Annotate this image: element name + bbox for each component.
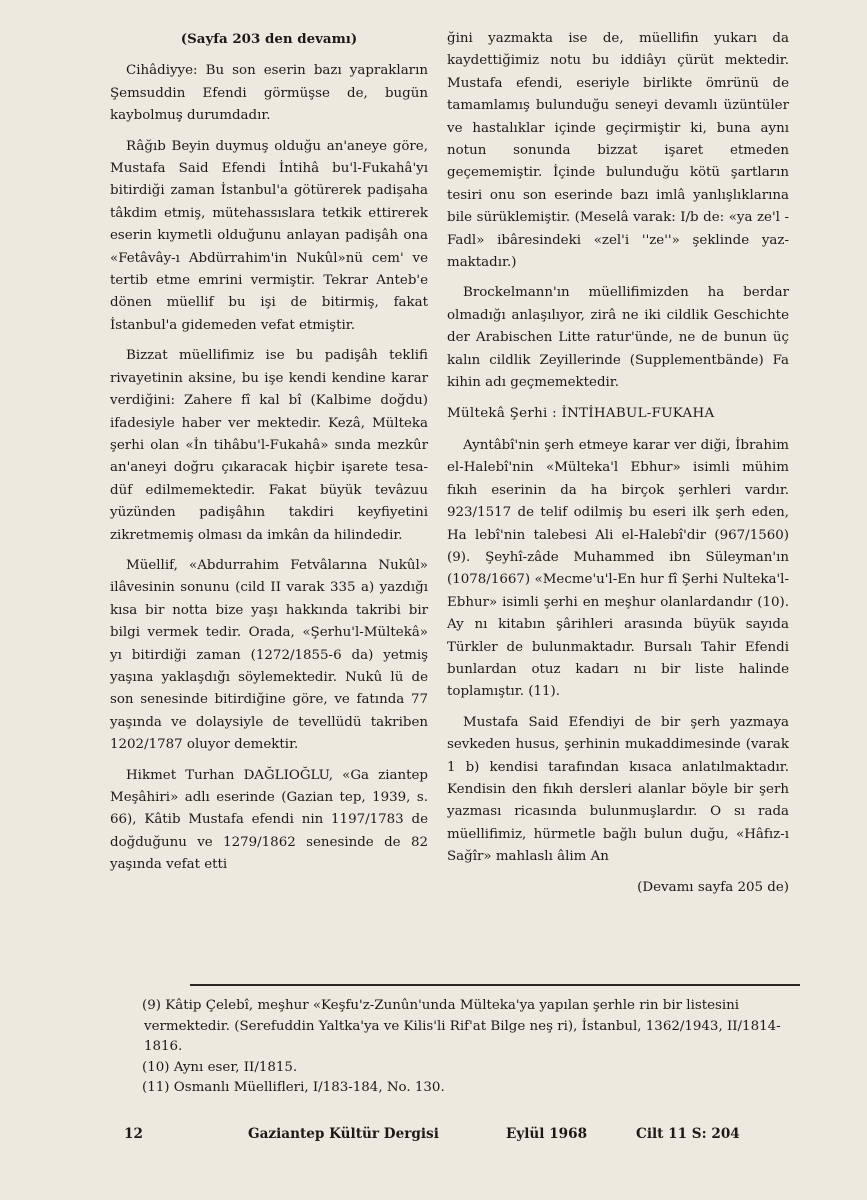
volume-info: Cilt 11 S: 204 — [636, 1126, 740, 1142]
left-column — [110, 28, 428, 885]
page-footer — [0, 1126, 867, 1148]
right-column — [447, 28, 789, 907]
journal-title: Gaziantep Kültür Dergisi — [248, 1126, 439, 1142]
footnotes — [110, 996, 800, 1099]
footnote-divider — [190, 984, 800, 986]
footnote-9: (9) Kâtip Çelebî, meşhur «Keşfu'z-Zunûn'unda Mülteka'ya yapılan şerhle rin bir listesini vermektedir. (Serefuddin Yaltka'ya ve Kilis'li Rif'at Bilge neş ri), İstanbul, 1362/1943, II/1814-1816. — [142, 998, 781, 1055]
paragraph-bizzat: Bizzat müellifimiz ise bu padişâh teklifi rivayetinin aksine, bu işe kendi kendine karar verdiğini: Zahere fî kal bî (Kalbime doğdu) ifadesiyle haber ver mektedir. Kezâ, Mülteka şerhi olan «İn tihâbu'l-Fukahâ» sında mezkûr an'aneyi doğru çıkaracak hiçbir işarete tesadüf edilmemektedir. Fakat büyük tevâzuu yüzünden padişâhın takdiri keyfiyetini zikretmemiş olması da imkân da hilindedir. — [110, 348, 428, 543]
page-number: 12 — [124, 1126, 143, 1142]
paragraph-hikmet: Hikmet Turhan DAĞLIOĞLU, «Ga ziantep Meşâhiri» adlı eserinde (Gazian tep, 1939, s. 66), Kâtib Mustafa efendi nin 1197/1783 de doğduğunu ve 1279/1862 senesinde de 82 yaşında vefat etti — [110, 767, 428, 873]
paragraph-muellif: Müellif, «Abdurrahim Fetvâlarına Nukûl» ilâvesinin sonunu (cild II varak 335 a) yazdığı kısa bir notta bize yaşı hakkında takribi bir bilgi vermek tedir. Orada, «Şerhu'l-Mültekâ» yı bitirdiği zaman (1272/1855-6 da) yetmiş yaşına yaklaşdığı söylemektedir. Nukû lü de son senesinde bitirdiğine göre, ve fatında 77 yaşında ve dolaysiyle de tevellüdü takriben 1202/1787 oluyor demektir. — [110, 557, 428, 753]
paragraph-ragib-bey: Râğıb Beyin duymuş olduğu an'aneye göre, Mustafa Said Efendi İntihâ bu'l-Fukahâ'yı bitirdiği zaman İstanbul'a götürerek padişaha tâkdim etmiş, mütehassıslara tetkik ettirerek eserin kıymetli olduğunu anlayan padişâh ona «Fetâvây-ı Abdürrahim'in Nukûl»nü cem' ve tertib etme emrini vermiştir. Tekrar Anteb'e dönen müellif bu işi de bitirmiş, fakat İstanbul'a gidemeden vefat etmiştir. — [110, 138, 428, 333]
issue-date: Eylül 1968 — [506, 1126, 588, 1142]
paragraph-cihadiyye: Cihâdiyye: Bu son eserin bazı yaprakların Şemsuddin Efendi görmüşse de, bugün kaybolmuş durumdadır. — [110, 63, 428, 124]
footnote-11: (11) Osmanlı Müellifleri, I/183-184, No. 130. — [142, 1080, 445, 1096]
paragraph-continuation: ğini yazmakta ise de, müellifin yukarı da kaydettiğimiz notu bu iddiâyı çürüt mektedir. Mustafa efendi, eseriyle birlikte ömrünü de tamamlamış bulunduğu seneyi devamlı üzüntüler ve hastalıklar içinde geçirmiştir ki, buna aynı notun sonunda bizzat işaret etmeden geçememiştir. İçinde bulunduğu kötü şartların tesiri onu son eserinde bazı imlâ yanlışlıklarına bile sürüklemiştir. (Meselâ varak: I/b de: «ya ze'l - Fadl» ibâresindeki «zel'i ''ze''» şeklinde yazmaktadır.) — [447, 31, 789, 271]
section-subheading: Mültekâ Şerhi : İNTİHABUL-FUKAHA — [447, 405, 715, 421]
footnote-10: (10) Aynı eser, II/1815. — [142, 1059, 298, 1075]
paragraph-ayntabi: Ayntâbî'nin şerh etmeye karar ver diği, İbrahim el-Halebî'nin «Mülteka'l Ebhur» isimli mühim fıkıh eserinin da ha birçok şerhleri vardır. 923/1517 de telif odilmiş bu eseri ilk şerh eden, Ha lebî'nin talebesi Ali el-Halebî'dir (967/1560) (9). Şeyhî-zâde Muhammed ibn Süleyman'ın (1078/1667) «Mecme'u'l-En hur fî Şerhi Nulteka'l-Ebhur» isimli şerhi en meşhur olanlardandır (10). Ay nı kitabın şârihleri arasında büyük sayıda Türkler de bulunmaktadır. Bursalı Tahir Efendi bunlardan otuz kadarı nı bir liste halinde toplamıştır. (11). — [447, 437, 789, 700]
continued-note: (Devamı sayfa 205 de) — [637, 879, 789, 895]
paragraph-mustafa-said: Mustafa Said Efendiyi de bir şerh yazmaya sevkeden husus, şerhinin mukaddimesinde (varak 1 b) kendisi tarafından kısaca anlatılmaktadır. Kendisin den fıkıh dersleri alanlar böyle bir şerh yazması ricasında bulunmuşlardır. O sı rada müellifimiz, hürmetle bağlı bulun duğu, «Hâfız-ı Sağîr» mahlaslı âlim An — [447, 714, 789, 865]
paragraph-brockelmann: Brockelmann'ın müellifimizden ha berdar olmadığı anlaşılıyor, zirâ ne iki cildlik Geschichte der Arabischen Litte ratur'ünde, ne de bunun üç kalın cildlik Zeyillerinde (Supplementbände) Fa kihin adı geçmemektedir. — [447, 285, 789, 391]
continued-from-heading: (Sayfa 203 den devamı) — [180, 31, 358, 47]
